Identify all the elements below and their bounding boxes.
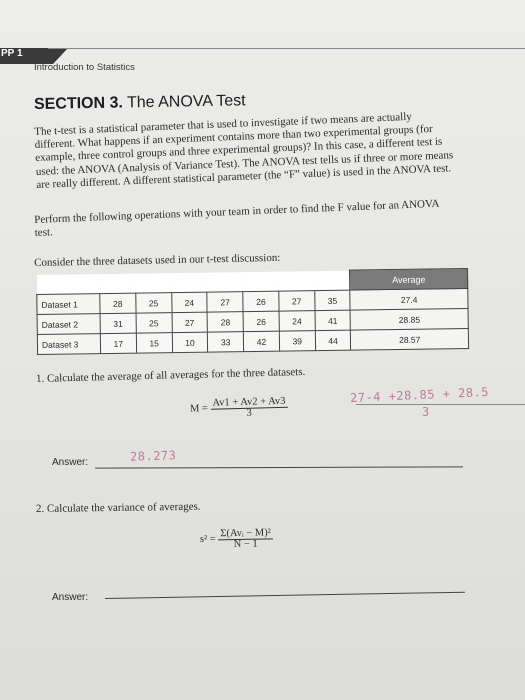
datasets-intro: Consider the three datasets used in our t-test discussion: xyxy=(34,251,281,269)
row-label: Dataset 3 xyxy=(37,334,100,355)
formula-denominator: N − 1 xyxy=(233,538,258,551)
instructions-paragraph: Perform the following operations with your team in order to find the F value for an ANOVA test. xyxy=(34,197,440,240)
table-cell: 28 xyxy=(207,312,243,332)
row-label: Dataset 2 xyxy=(37,314,100,335)
table-cell: 44 xyxy=(315,330,351,350)
table-cell: 25 xyxy=(136,293,172,313)
handwritten-denominator: 3 xyxy=(422,405,430,419)
table-cell: 28 xyxy=(100,293,136,313)
table-cell: 31 xyxy=(100,313,136,333)
formula-denominator: 3 xyxy=(246,407,252,419)
variance-formula xyxy=(200,527,273,550)
average-cell: 28.85 xyxy=(351,308,469,330)
formula-lhs: s² = xyxy=(199,533,216,546)
row-label: Dataset 1 xyxy=(37,294,100,315)
table-cell: 42 xyxy=(243,331,279,351)
table-cell: 24 xyxy=(171,292,207,312)
question-1: 1. Calculate the average of all averages for the three datasets. xyxy=(35,365,306,385)
answer-2-label: Answer: xyxy=(52,592,89,603)
table-cell: 26 xyxy=(243,291,279,311)
table-cell: 26 xyxy=(243,311,279,331)
formula-numerator: Σ(Avᵢ − M)² xyxy=(218,527,273,540)
formula-fraction xyxy=(210,396,288,420)
datasets-table xyxy=(36,268,469,355)
question-2: 2. Calculate the variance of averages. xyxy=(35,500,201,515)
answer-1-field[interactable] xyxy=(95,466,463,468)
table-cell: 33 xyxy=(208,332,244,352)
table-cell: 24 xyxy=(279,311,315,331)
section-number: SECTION 3. xyxy=(33,94,124,113)
formula-fraction xyxy=(218,527,273,550)
average-cell: 28.57 xyxy=(351,328,469,350)
table-cell: 39 xyxy=(279,331,315,351)
handwritten-sum: 27-4 +28.85 + 28.5 xyxy=(349,384,490,406)
banner-label: PP 1 xyxy=(1,48,23,59)
table-cell: 27 xyxy=(207,292,243,312)
table-cell: 10 xyxy=(172,332,208,352)
table-cell: 17 xyxy=(100,333,136,353)
section-name: The ANOVA Test xyxy=(122,92,246,112)
table-cell: 15 xyxy=(136,333,172,353)
answer-1-label: Answer: xyxy=(52,457,89,468)
handwritten-fraction-bar xyxy=(356,404,525,405)
intro-paragraph: The t-test is a statistical parameter that is used to investigate if two means are actually different. What happens if an experiment contains more than two experimental groups (for example, three control groups and three experimental groups)? In this case, a different test is used: the ANOVA (Analysis of Variance Test). The ANOVA test tells us if three or more means are really different. A different statistical parameter (the “F” value) is used in the ANOVA test. xyxy=(34,110,454,191)
table-cell: 41 xyxy=(315,310,351,330)
table-cell: 27 xyxy=(172,312,208,332)
table-cell: 35 xyxy=(314,290,350,310)
average-cell: 27.4 xyxy=(350,288,468,310)
formula-numerator: Av1 + Av2 + Av3 xyxy=(210,396,287,410)
mean-formula xyxy=(190,396,288,421)
formula-lhs: M = xyxy=(189,403,209,415)
average-column-header: Average xyxy=(350,268,468,290)
course-title: Introduction to Statistics xyxy=(34,62,135,73)
table-cell: 25 xyxy=(136,313,172,333)
section-heading xyxy=(34,92,246,114)
table-cell: 27 xyxy=(279,291,315,311)
handwritten-answer-1: 28.273 xyxy=(129,448,177,464)
answer-2-field[interactable] xyxy=(105,592,465,599)
